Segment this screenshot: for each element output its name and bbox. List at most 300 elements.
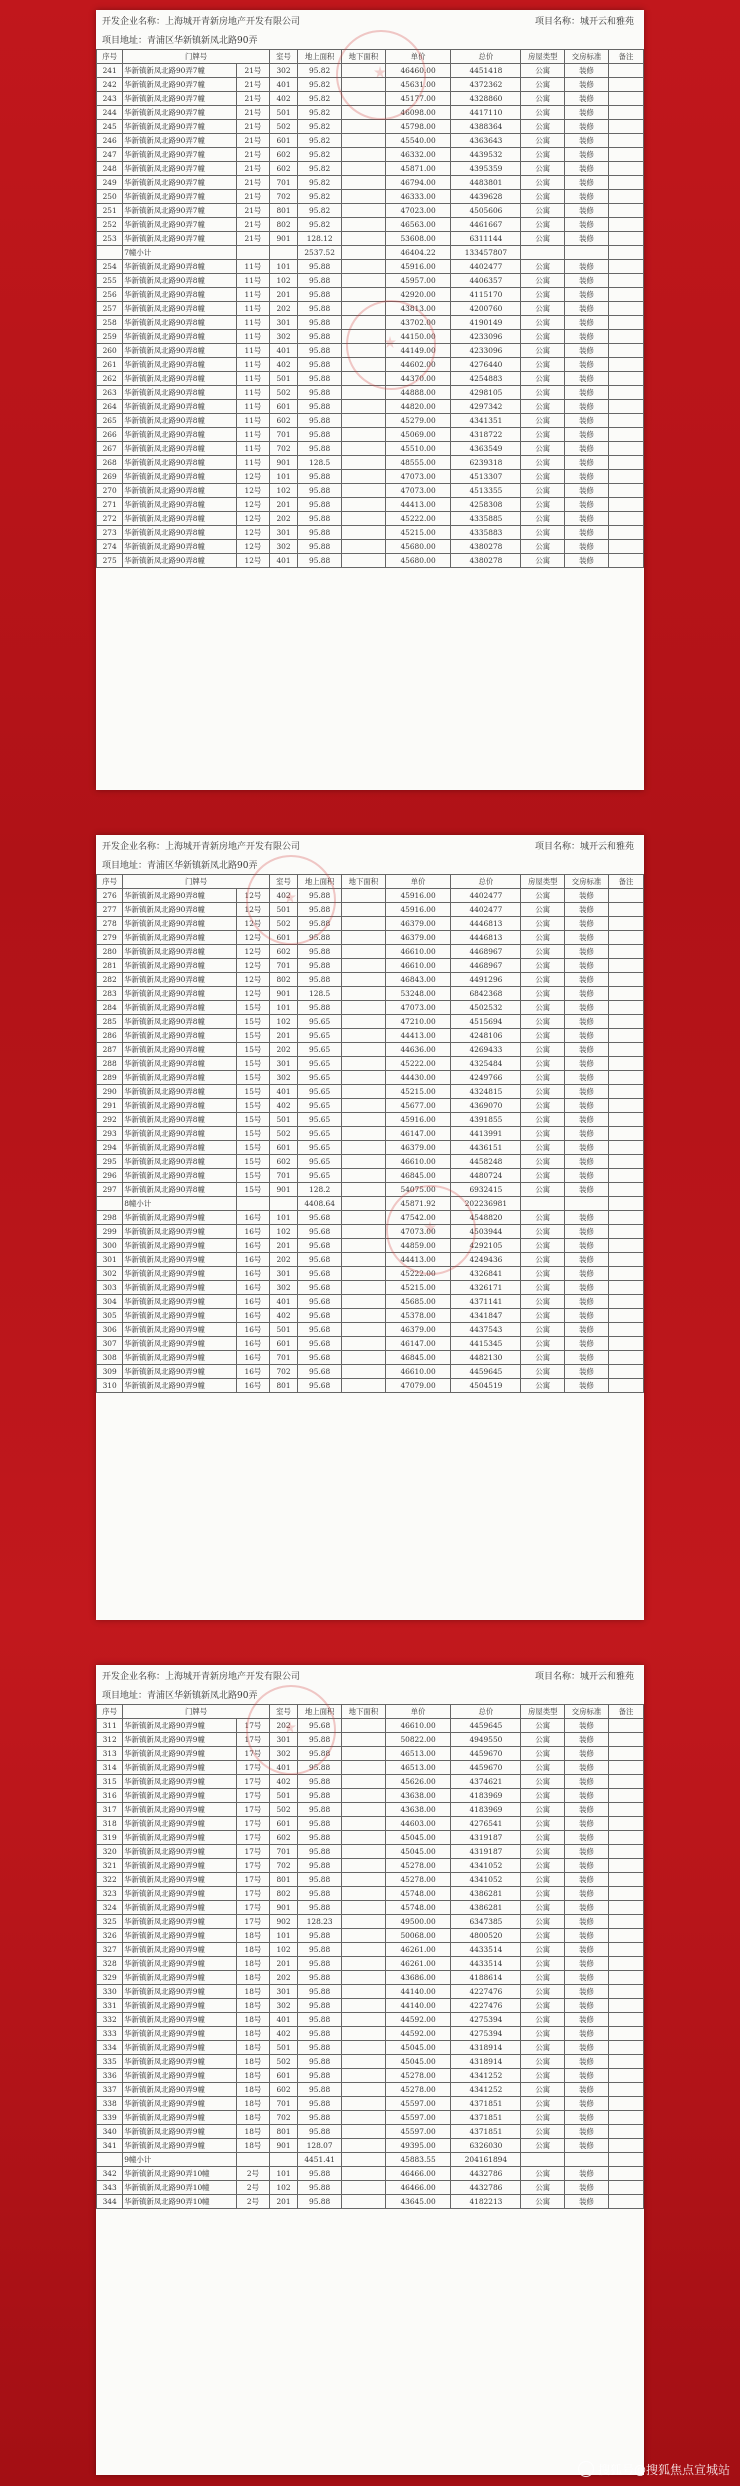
table-cell: 2537.52 (298, 246, 342, 260)
table-cell: 95.65 (298, 1085, 342, 1099)
table-cell: 901 (269, 1183, 297, 1197)
table-cell: 21号 (237, 148, 270, 162)
table-cell: 95.88 (298, 1887, 342, 1901)
table-cell: 286 (97, 1029, 123, 1043)
column-header: 单价 (385, 875, 451, 889)
table-cell: 46610.00 (385, 1365, 451, 1379)
document-page-1 (96, 10, 644, 790)
table-cell: 201 (269, 1957, 297, 1971)
table-cell: 4248106 (451, 1029, 521, 1043)
table-cell (342, 931, 386, 945)
table-cell: 装修 (565, 204, 609, 218)
document-page-3 (96, 1665, 644, 2475)
table-cell: 华新镇新凤北路90弄8幢 (123, 484, 237, 498)
table-cell (608, 442, 643, 456)
table-row (97, 302, 644, 316)
table-cell (608, 2097, 643, 2111)
table-row (97, 2055, 644, 2069)
table-cell: 装修 (565, 1337, 609, 1351)
table-cell: 华新镇新凤北路90弄8幢 (123, 442, 237, 456)
table-cell: 95.88 (298, 973, 342, 987)
table-cell (608, 120, 643, 134)
table-cell: 4318914 (451, 2055, 521, 2069)
table-cell (342, 1099, 386, 1113)
table-cell: 318 (97, 1817, 123, 1831)
table-cell: 95.88 (298, 400, 342, 414)
table-cell: 95.82 (298, 134, 342, 148)
table-cell (608, 1379, 643, 1393)
table-cell: 44413.00 (385, 498, 451, 512)
table-cell: 12号 (237, 526, 270, 540)
table-cell: 华新镇新凤北路90弄9幢 (123, 2083, 237, 2097)
table-cell: 4439628 (451, 190, 521, 204)
column-header: 室号 (269, 1705, 297, 1719)
table-cell: 50068.00 (385, 1929, 451, 1943)
table-cell: 312 (97, 1733, 123, 1747)
table-cell: 21号 (237, 176, 270, 190)
table-cell: 45871.00 (385, 162, 451, 176)
table-cell: 华新镇新凤北路90弄8幢 (123, 1057, 237, 1071)
table-cell: 265 (97, 414, 123, 428)
table-cell: 公寓 (521, 526, 565, 540)
table-cell: 46610.00 (385, 1155, 451, 1169)
table-cell (269, 1197, 297, 1211)
table-cell: 95.88 (298, 2181, 342, 2195)
table-cell (342, 1803, 386, 1817)
table-row (97, 1295, 644, 1309)
table-cell (97, 246, 123, 260)
table-cell: 46379.00 (385, 917, 451, 931)
table-cell: 装修 (565, 2139, 609, 2153)
table-cell: 602 (269, 945, 297, 959)
table-cell: 公寓 (521, 2083, 565, 2097)
table-cell: 701 (269, 1845, 297, 1859)
table-cell: 273 (97, 526, 123, 540)
table-cell: 298 (97, 1211, 123, 1225)
table-cell (342, 1253, 386, 1267)
table-cell (342, 889, 386, 903)
table-cell: 装修 (565, 1901, 609, 1915)
table-cell: 4504519 (451, 1379, 521, 1393)
table-cell (342, 1183, 386, 1197)
table-cell: 95.88 (298, 1817, 342, 1831)
table-cell: 12号 (237, 889, 270, 903)
table-cell: 公寓 (521, 204, 565, 218)
table-cell: 华新镇新凤北路90弄7幢 (123, 92, 237, 106)
table-cell: 4459670 (451, 1747, 521, 1761)
table-cell (342, 64, 386, 78)
table-cell: 装修 (565, 1817, 609, 1831)
table-cell (608, 2125, 643, 2139)
table-cell: 45278.00 (385, 2083, 451, 2097)
table-cell: 公寓 (521, 1267, 565, 1281)
table-cell: 901 (269, 987, 297, 1001)
table-cell: 47073.00 (385, 484, 451, 498)
table-cell: 公寓 (521, 162, 565, 176)
table-cell: 装修 (565, 1169, 609, 1183)
table-cell: 装修 (565, 176, 609, 190)
table-cell: 华新镇新凤北路90弄8幢 (123, 889, 237, 903)
table-cell: 4800520 (451, 1929, 521, 1943)
table-cell: 319 (97, 1831, 123, 1845)
table-cell: 45680.00 (385, 540, 451, 554)
table-cell (342, 1831, 386, 1845)
table-cell: 4461667 (451, 218, 521, 232)
table-cell: 16号 (237, 1295, 270, 1309)
table-row (97, 372, 644, 386)
table-cell: 华新镇新凤北路90弄9幢 (123, 2139, 237, 2153)
table-row (97, 889, 644, 903)
column-header: 地上面积 (298, 50, 342, 64)
table-row (97, 2069, 644, 2083)
table-cell (608, 1169, 643, 1183)
table-cell (608, 2195, 643, 2209)
table-cell: 装修 (565, 414, 609, 428)
table-cell (342, 2153, 386, 2167)
table-cell: 328 (97, 1957, 123, 1971)
table-cell (608, 2153, 643, 2167)
table-cell: 4363549 (451, 442, 521, 456)
table-cell: 44430.00 (385, 1071, 451, 1085)
table-cell: 49500.00 (385, 1915, 451, 1929)
table-cell: 95.65 (298, 1127, 342, 1141)
table-cell: 95.88 (298, 2111, 342, 2125)
table-cell: 装修 (565, 428, 609, 442)
table-cell: 95.88 (298, 917, 342, 931)
table-cell: 43645.00 (385, 2195, 451, 2209)
table-row (97, 148, 644, 162)
table-cell: 华新镇新凤北路90弄8幢 (123, 931, 237, 945)
table-cell: 公寓 (521, 1113, 565, 1127)
table-cell: 47079.00 (385, 1379, 451, 1393)
table-cell: 公寓 (521, 903, 565, 917)
table-cell: 华新镇新凤北路90弄9幢 (123, 1239, 237, 1253)
table-cell: 321 (97, 1859, 123, 1873)
table-cell: 254 (97, 260, 123, 274)
table-cell: 201 (269, 498, 297, 512)
developer-line: 开发企业名称：上海城开青新房地产开发有限公司 (102, 842, 301, 852)
table-cell: 公寓 (521, 1099, 565, 1113)
table-row (97, 484, 644, 498)
table-cell: 装修 (565, 1099, 609, 1113)
table-cell: 4254883 (451, 372, 521, 386)
table-cell (342, 1789, 386, 1803)
column-header: 室号 (269, 875, 297, 889)
table-cell: 280 (97, 945, 123, 959)
table-cell: 公寓 (521, 2055, 565, 2069)
table-cell: 102 (269, 484, 297, 498)
table-cell (608, 372, 643, 386)
table-cell (342, 1001, 386, 1015)
table-cell (342, 1057, 386, 1071)
table-cell: 装修 (565, 1379, 609, 1393)
table-cell: 44603.00 (385, 1817, 451, 1831)
table-cell: 装修 (565, 64, 609, 78)
table-cell: 601 (269, 1141, 297, 1155)
table-cell (342, 288, 386, 302)
table-cell: 18号 (237, 2111, 270, 2125)
table-cell: 21号 (237, 218, 270, 232)
table-cell: 装修 (565, 134, 609, 148)
table-cell: 装修 (565, 1141, 609, 1155)
table-cell (342, 2055, 386, 2069)
project-name: 项目名称：城开云和雅苑 (534, 842, 634, 852)
table-cell: 45045.00 (385, 2055, 451, 2069)
table-cell: 95.88 (298, 386, 342, 400)
table-cell: 102 (269, 274, 297, 288)
table-row (97, 414, 644, 428)
table-cell: 华新镇新凤北路90弄7幢 (123, 78, 237, 92)
table-cell: 华新镇新凤北路90弄9幢 (123, 2027, 237, 2041)
table-cell: 4183969 (451, 1803, 521, 1817)
table-cell: 装修 (565, 1057, 609, 1071)
table-cell (608, 1999, 643, 2013)
table-row (97, 106, 644, 120)
table-cell: 公寓 (521, 1001, 565, 1015)
table-cell (608, 1267, 643, 1281)
table-cell: 244 (97, 106, 123, 120)
table-cell: 公寓 (521, 1733, 565, 1747)
table-cell: 44859.00 (385, 1239, 451, 1253)
table-cell (342, 106, 386, 120)
table-cell (608, 2181, 643, 2195)
table-cell: 公寓 (521, 1253, 565, 1267)
table-cell: 95.88 (298, 903, 342, 917)
table-cell (342, 1309, 386, 1323)
table-cell: 16号 (237, 1323, 270, 1337)
table-cell: 公寓 (521, 1337, 565, 1351)
table-cell: 装修 (565, 2125, 609, 2139)
table-cell (608, 1929, 643, 1943)
table-row (97, 903, 644, 917)
table-cell (608, 1057, 643, 1071)
table-cell (342, 540, 386, 554)
table-cell: 16号 (237, 1281, 270, 1295)
table-cell (608, 1015, 643, 1029)
table-cell: 701 (269, 959, 297, 973)
table-cell: 4341052 (451, 1873, 521, 1887)
table-cell: 202 (269, 302, 297, 316)
table-row (97, 1817, 644, 1831)
table-cell: 201 (269, 1239, 297, 1253)
table-cell: 95.88 (298, 1999, 342, 2013)
table-cell: 装修 (565, 120, 609, 134)
table-cell: 401 (269, 344, 297, 358)
table-cell: 华新镇新凤北路90弄8幢 (123, 945, 237, 959)
table-cell: 华新镇新凤北路90弄8幢 (123, 372, 237, 386)
table-cell (342, 2013, 386, 2027)
table-cell: 47210.00 (385, 1015, 451, 1029)
table-cell: 装修 (565, 316, 609, 330)
table-cell: 320 (97, 1845, 123, 1859)
table-cell: 46513.00 (385, 1747, 451, 1761)
table-cell: 4276440 (451, 358, 521, 372)
table-cell: 95.65 (298, 1015, 342, 1029)
table-cell: 4341351 (451, 414, 521, 428)
table-cell: 华新镇新凤北路90弄9幢 (123, 1225, 237, 1239)
table-cell: 华新镇新凤北路90弄9幢 (123, 1943, 237, 1957)
table-cell (342, 1085, 386, 1099)
table-cell: 4227476 (451, 1985, 521, 1999)
table-cell: 公寓 (521, 1141, 565, 1155)
table-cell (608, 1719, 643, 1733)
table-cell: 54075.00 (385, 1183, 451, 1197)
table-cell: 701 (269, 1169, 297, 1183)
table-cell: 华新镇新凤北路90弄8幢 (123, 959, 237, 973)
page-header (96, 1665, 644, 1685)
table-cell: 302 (269, 540, 297, 554)
table-cell: 4258308 (451, 498, 521, 512)
table-cell: 公寓 (521, 1859, 565, 1873)
table-cell: 202 (269, 512, 297, 526)
table-cell: 95.88 (298, 1747, 342, 1761)
table-cell: 4391855 (451, 1113, 521, 1127)
table-cell: 17号 (237, 1719, 270, 1733)
table-cell: 128.07 (298, 2139, 342, 2153)
table-cell: 华新镇新凤北路90弄7幢 (123, 64, 237, 78)
table-cell: 华新镇新凤北路90弄9幢 (123, 2125, 237, 2139)
column-header: 地上面积 (298, 875, 342, 889)
table-cell: 4395359 (451, 162, 521, 176)
table-cell: 公寓 (521, 78, 565, 92)
table-cell: 95.88 (298, 1803, 342, 1817)
table-cell (608, 428, 643, 442)
table-cell: 公寓 (521, 1845, 565, 1859)
table-row (97, 1029, 644, 1043)
table-cell: 华新镇新凤北路90弄7幢 (123, 218, 237, 232)
table-cell: 245 (97, 120, 123, 134)
table-cell: 45748.00 (385, 1887, 451, 1901)
table-cell: 15号 (237, 1141, 270, 1155)
table-cell: 4325484 (451, 1057, 521, 1071)
table-cell (342, 1127, 386, 1141)
table-cell: 702 (269, 442, 297, 456)
table-cell: 华新镇新凤北路90弄9幢 (123, 1211, 237, 1225)
table-cell: 装修 (565, 92, 609, 106)
table-cell: 公寓 (521, 945, 565, 959)
table-cell (608, 1295, 643, 1309)
table-cell (608, 190, 643, 204)
table-cell (342, 120, 386, 134)
table-cell: 602 (269, 1831, 297, 1845)
table-cell: 201 (269, 288, 297, 302)
table-row (97, 2083, 644, 2097)
table-cell: 268 (97, 456, 123, 470)
table-cell: 95.82 (298, 78, 342, 92)
table-row (97, 1747, 644, 1761)
table-cell: 华新镇新凤北路90弄9幢 (123, 1929, 237, 1943)
table-cell: 公寓 (521, 1379, 565, 1393)
table-cell: 15号 (237, 1085, 270, 1099)
table-cell: 4459645 (451, 1365, 521, 1379)
column-header: 门牌号 (123, 1705, 270, 1719)
table-cell: 6239318 (451, 456, 521, 470)
table-cell: 4388364 (451, 120, 521, 134)
table-cell: 95.68 (298, 1365, 342, 1379)
table-cell: 2号 (237, 2195, 270, 2209)
table-cell: 255 (97, 274, 123, 288)
table-cell: 11号 (237, 442, 270, 456)
table-cell (608, 889, 643, 903)
table-cell: 4433514 (451, 1957, 521, 1971)
table-cell: 248 (97, 162, 123, 176)
column-header: 房屋类型 (521, 875, 565, 889)
table-cell (608, 106, 643, 120)
table-cell: 301 (269, 1267, 297, 1281)
column-header: 门牌号 (123, 875, 270, 889)
table-cell: 4341847 (451, 1309, 521, 1323)
table-cell: 华新镇新凤北路90弄9幢 (123, 1295, 237, 1309)
table-cell (608, 344, 643, 358)
table-cell: 295 (97, 1155, 123, 1169)
table-cell: 12号 (237, 540, 270, 554)
table-cell: 装修 (565, 512, 609, 526)
table-cell: 公寓 (521, 2111, 565, 2125)
table-cell (608, 1155, 643, 1169)
table-row (97, 386, 644, 400)
table-cell (237, 246, 270, 260)
table-cell: 15号 (237, 1015, 270, 1029)
table-cell: 801 (269, 2125, 297, 2139)
table-row (97, 1831, 644, 1845)
table-cell: 46379.00 (385, 931, 451, 945)
table-cell (565, 2153, 609, 2167)
table-cell: 901 (269, 456, 297, 470)
table-cell: 95.88 (298, 512, 342, 526)
table-cell: 11号 (237, 414, 270, 428)
table-cell (608, 1901, 643, 1915)
table-cell: 251 (97, 204, 123, 218)
table-cell: 601 (269, 1817, 297, 1831)
table-cell (342, 456, 386, 470)
table-cell: 华新镇新凤北路90弄7幢 (123, 176, 237, 190)
table-cell (608, 330, 643, 344)
table-cell: 44149.00 (385, 344, 451, 358)
table-cell: 45510.00 (385, 442, 451, 456)
table-cell: 45957.00 (385, 274, 451, 288)
table-row (97, 1085, 644, 1099)
table-cell: 公寓 (521, 134, 565, 148)
table-cell: 装修 (565, 386, 609, 400)
table-cell: 11号 (237, 330, 270, 344)
table-cell (342, 400, 386, 414)
table-cell: 18号 (237, 2013, 270, 2027)
table-cell (608, 1845, 643, 1859)
table-cell: 95.88 (298, 2055, 342, 2069)
table-cell: 公寓 (521, 330, 565, 344)
table-cell (608, 1337, 643, 1351)
table-cell: 15号 (237, 1155, 270, 1169)
table-cell: 95.68 (298, 1295, 342, 1309)
table-cell: 装修 (565, 1929, 609, 1943)
table-cell: 43638.00 (385, 1789, 451, 1803)
table-cell: 装修 (565, 1211, 609, 1225)
table-cell: 4408.64 (298, 1197, 342, 1211)
table-cell: 华新镇新凤北路90弄8幢 (123, 540, 237, 554)
table-cell: 公寓 (521, 2013, 565, 2027)
table-cell: 4369070 (451, 1099, 521, 1113)
table-cell: 46513.00 (385, 1761, 451, 1775)
table-cell (342, 372, 386, 386)
table-cell: 华新镇新凤北路90弄9幢 (123, 1733, 237, 1747)
table-cell: 44140.00 (385, 1985, 451, 1999)
table-cell: 201 (269, 1029, 297, 1043)
table-cell: 95.88 (298, 344, 342, 358)
table-cell: 公寓 (521, 1295, 565, 1309)
table-cell (342, 2181, 386, 2195)
table-cell: 装修 (565, 302, 609, 316)
table-cell: 95.82 (298, 148, 342, 162)
